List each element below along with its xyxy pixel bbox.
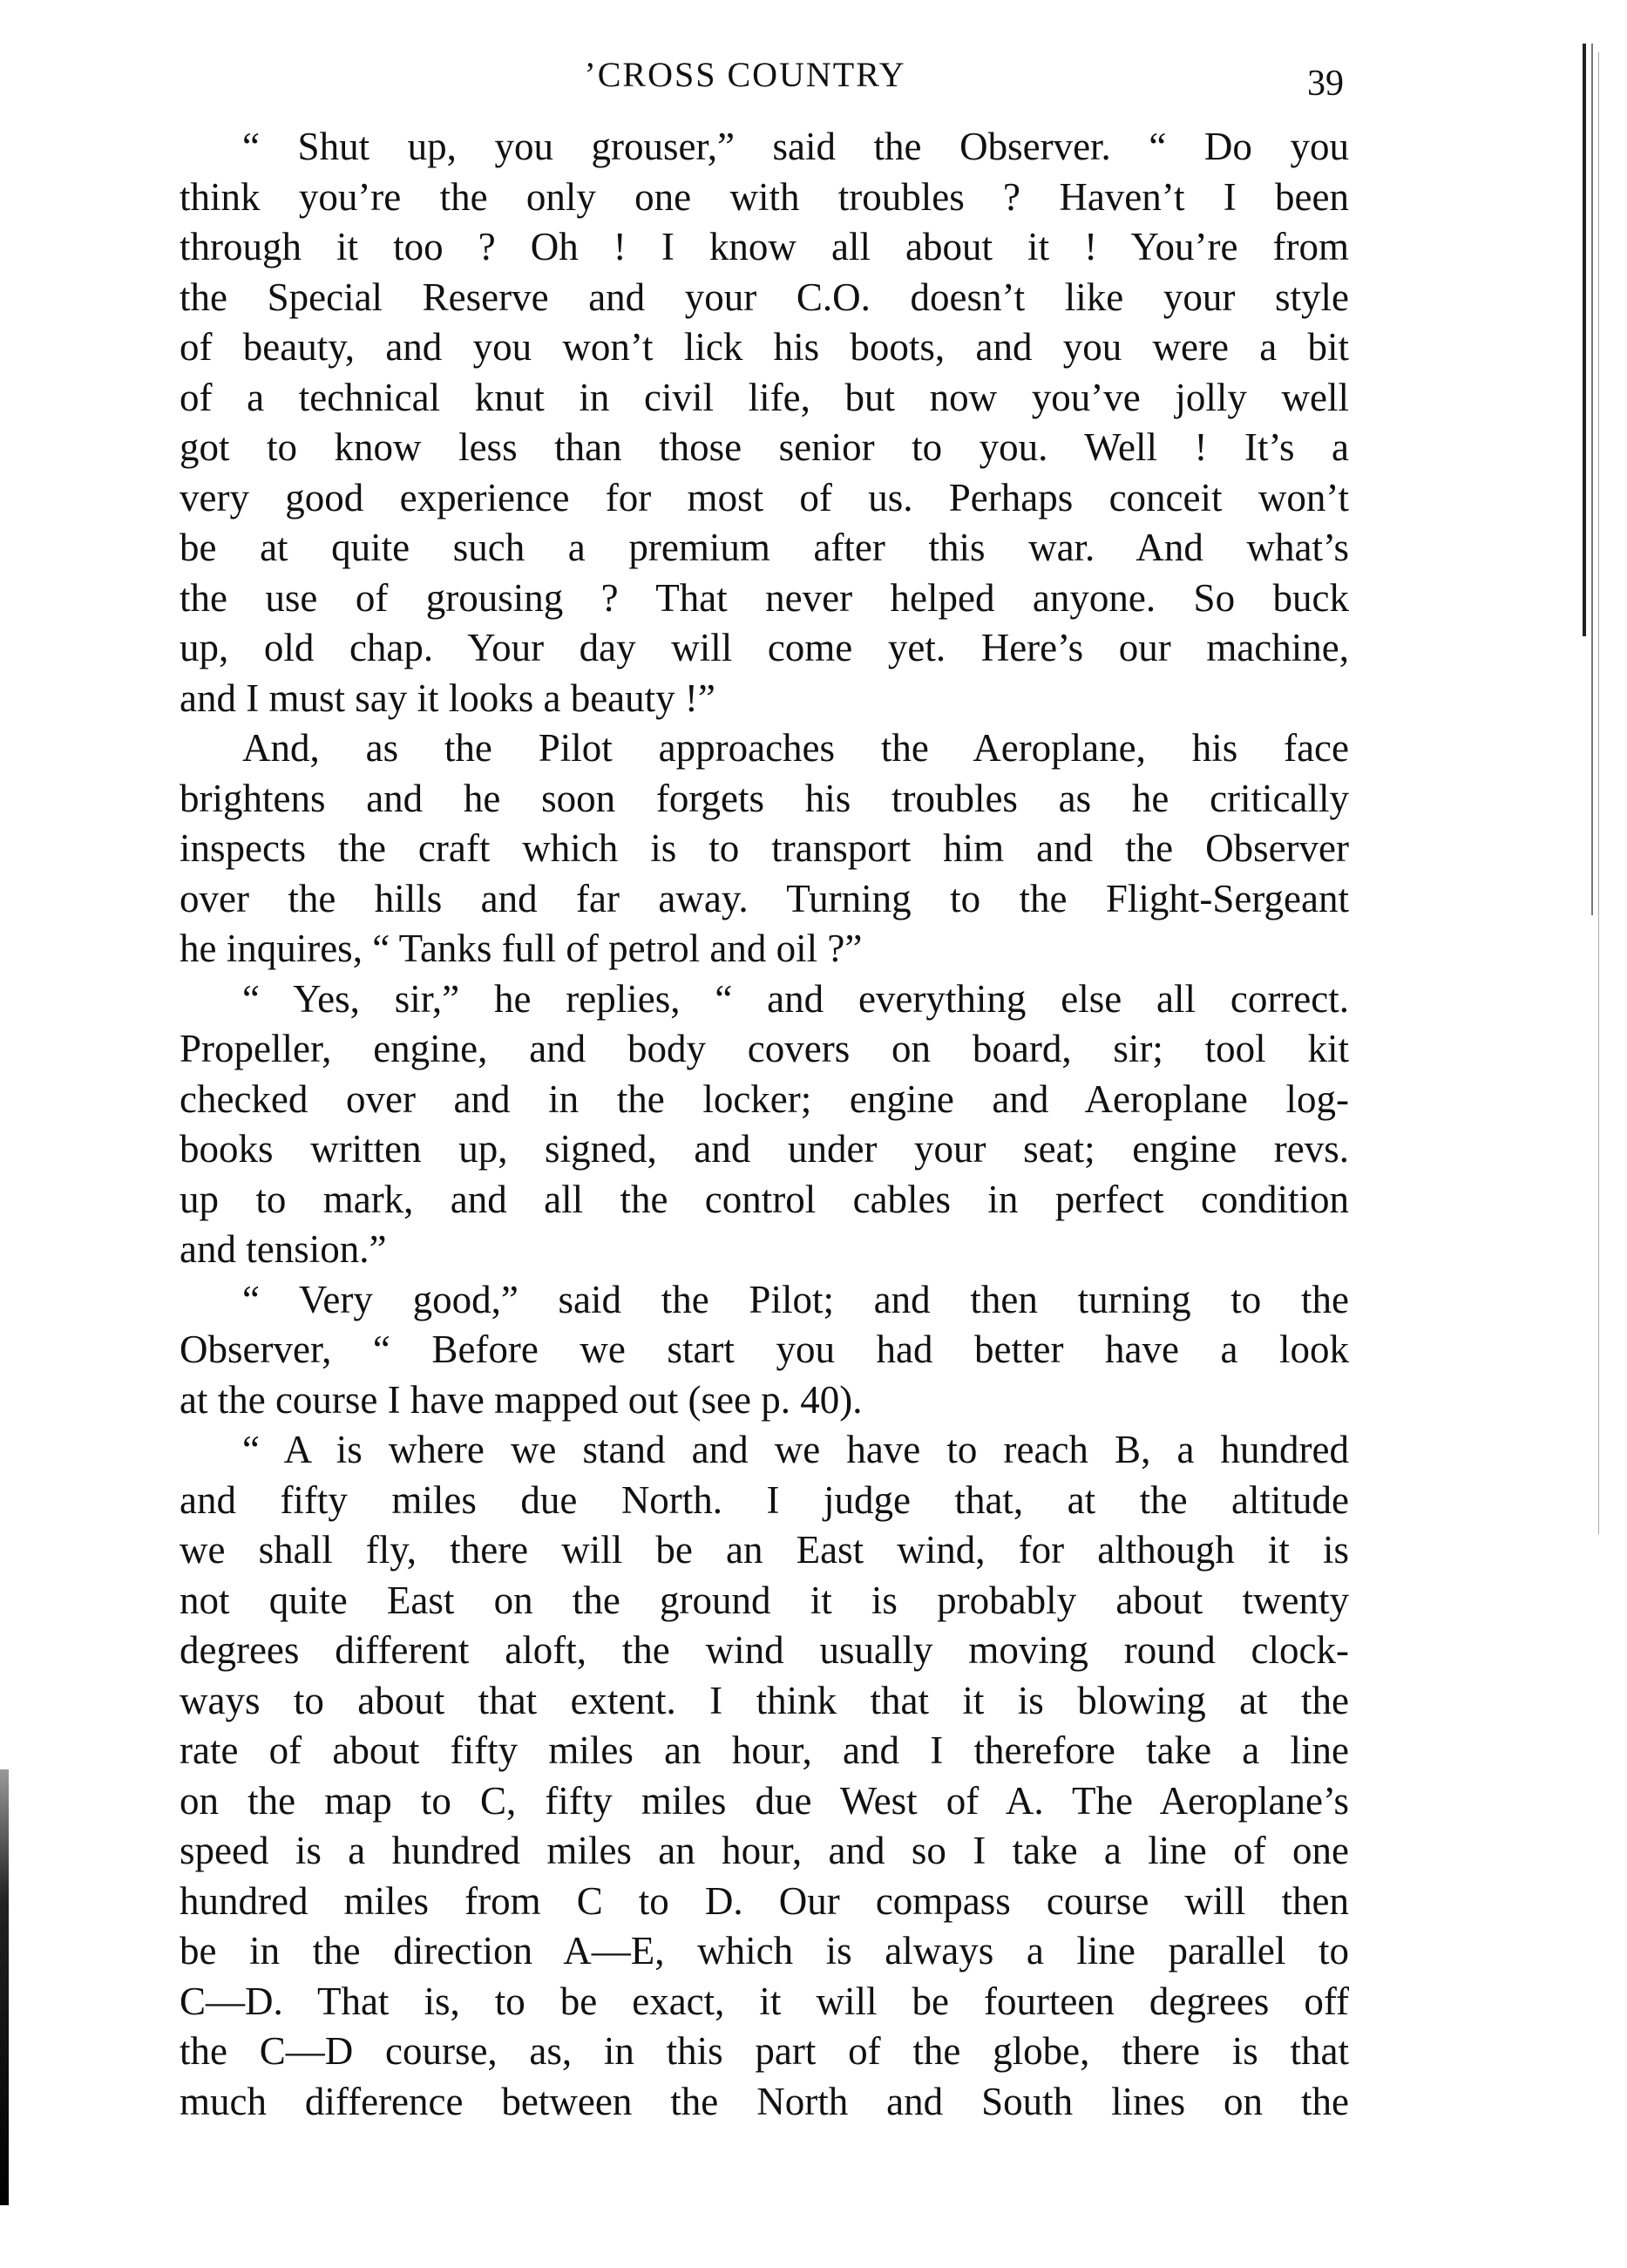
text-line: And, as the Pilot approaches the Aeroplane, his face — [242, 726, 1349, 770]
text-line: brightens and he soon forgets his troubles as he critically — [180, 776, 1349, 820]
page-edge-shadow — [1598, 52, 1599, 1534]
text-line: checked over and in the locker; engine and Aeroplane log- — [180, 1076, 1349, 1121]
text-line: C—D. That is, to be exact, it will be fourteen degrees off — [180, 1979, 1349, 2023]
paragraph — [180, 723, 1349, 974]
text-line: Observer, “ Before we start you had better have a look — [180, 1328, 1349, 1371]
page-number: 39 — [1307, 64, 1344, 104]
text-line: rate of about fifty miles an hour, and I therefore take a line — [180, 1728, 1349, 1772]
text-line: “ A is where we stand and we have to reach B, a hundred — [242, 1428, 1349, 1471]
text-line: over the hills and far away. Turning to the Flight-Sergeant — [180, 876, 1349, 920]
paragraph — [180, 1425, 1349, 2127]
text-line: he inquires, “ Tanks full of petrol and oil ?” — [180, 927, 863, 970]
text-line: the use of grousing ? That never helped anyone. So buck — [180, 575, 1349, 620]
text-line: of beauty, and you won’t lick his boots, and you were a bit — [180, 325, 1349, 369]
paragraph — [180, 974, 1349, 1275]
text-line: be in the direction A—E, which is always a line parallel to — [180, 1929, 1349, 1973]
text-line: of a technical knut in civil life, but now you’ve jolly well — [180, 375, 1349, 419]
text-line: got to know less than those senior to you. Well ! It’s a — [180, 425, 1349, 469]
body-text — [180, 122, 1349, 2127]
page-edge-shadow — [1583, 44, 1586, 636]
text-line: speed is a hundred miles an hour, and so I take a line of one — [180, 1829, 1349, 1872]
text-line: the C—D course, as, in this part of the globe, there is that — [180, 2029, 1349, 2073]
text-line: hundred miles from C to D. Our compass course will then — [180, 1878, 1349, 1923]
text-line: be at quite such a premium after this war. And what’s — [180, 526, 1349, 569]
text-line: degrees different aloft, the wind usually moving round clock- — [180, 1628, 1349, 1672]
text-line: the Special Reserve and your C.O. doesn’t like your style — [180, 275, 1349, 319]
text-line: “ Very good,” said the Pilot; and then turning to the — [242, 1277, 1349, 1321]
page-edge-shadow — [1591, 44, 1593, 915]
running-title: ’CROSS COUNTRY — [584, 55, 906, 94]
text-line: think you’re the only one with troubles ? Haven’t I been — [180, 174, 1349, 219]
text-line: and I must say it looks a beauty !” — [180, 676, 715, 720]
text-line: up to mark, and all the control cables in perfect condition — [180, 1177, 1349, 1221]
paragraph — [180, 122, 1349, 723]
text-line: very good experience for most of us. Perhaps conceit won’t — [180, 475, 1349, 519]
text-line: on the map to C, fifty miles due West of A. The Aeroplane’s — [180, 1778, 1349, 1823]
paragraph — [180, 1275, 1349, 1426]
text-line: “ Shut up, you grouser,” said the Observer. “ Do you — [242, 125, 1349, 168]
text-line: and fifty miles due North. I judge that, at the altitude — [180, 1477, 1349, 1522]
text-line: much difference between the North and South lines on the — [180, 2079, 1349, 2123]
text-line: up, old chap. Your day will come yet. Here’s our machine, — [180, 626, 1349, 669]
text-line: not quite East on the ground it is probably about twenty — [180, 1578, 1349, 1622]
text-line: “ Yes, sir,” he replies, “ and everything else all correct. — [242, 976, 1349, 1021]
text-line: inspects the craft which is to transport him and the Observer — [180, 826, 1349, 870]
text-line: through it too ? Oh ! I know all about it ! You’re from — [180, 225, 1349, 268]
text-line: at the course I have mapped out (see p. 40). — [180, 1377, 863, 1422]
text-line: books written up, signed, and under your seat; engine revs. — [180, 1127, 1349, 1171]
text-line: Propeller, engine, and body covers on board, sir; tool kit — [180, 1027, 1349, 1070]
text-line: we shall fly, there will be an East wind, for although it is — [180, 1528, 1349, 1572]
binding-shadow — [0, 1769, 9, 2205]
text-line: and tension.” — [180, 1227, 387, 1271]
text-line: ways to about that extent. I think that it is blowing at the — [180, 1678, 1349, 1722]
